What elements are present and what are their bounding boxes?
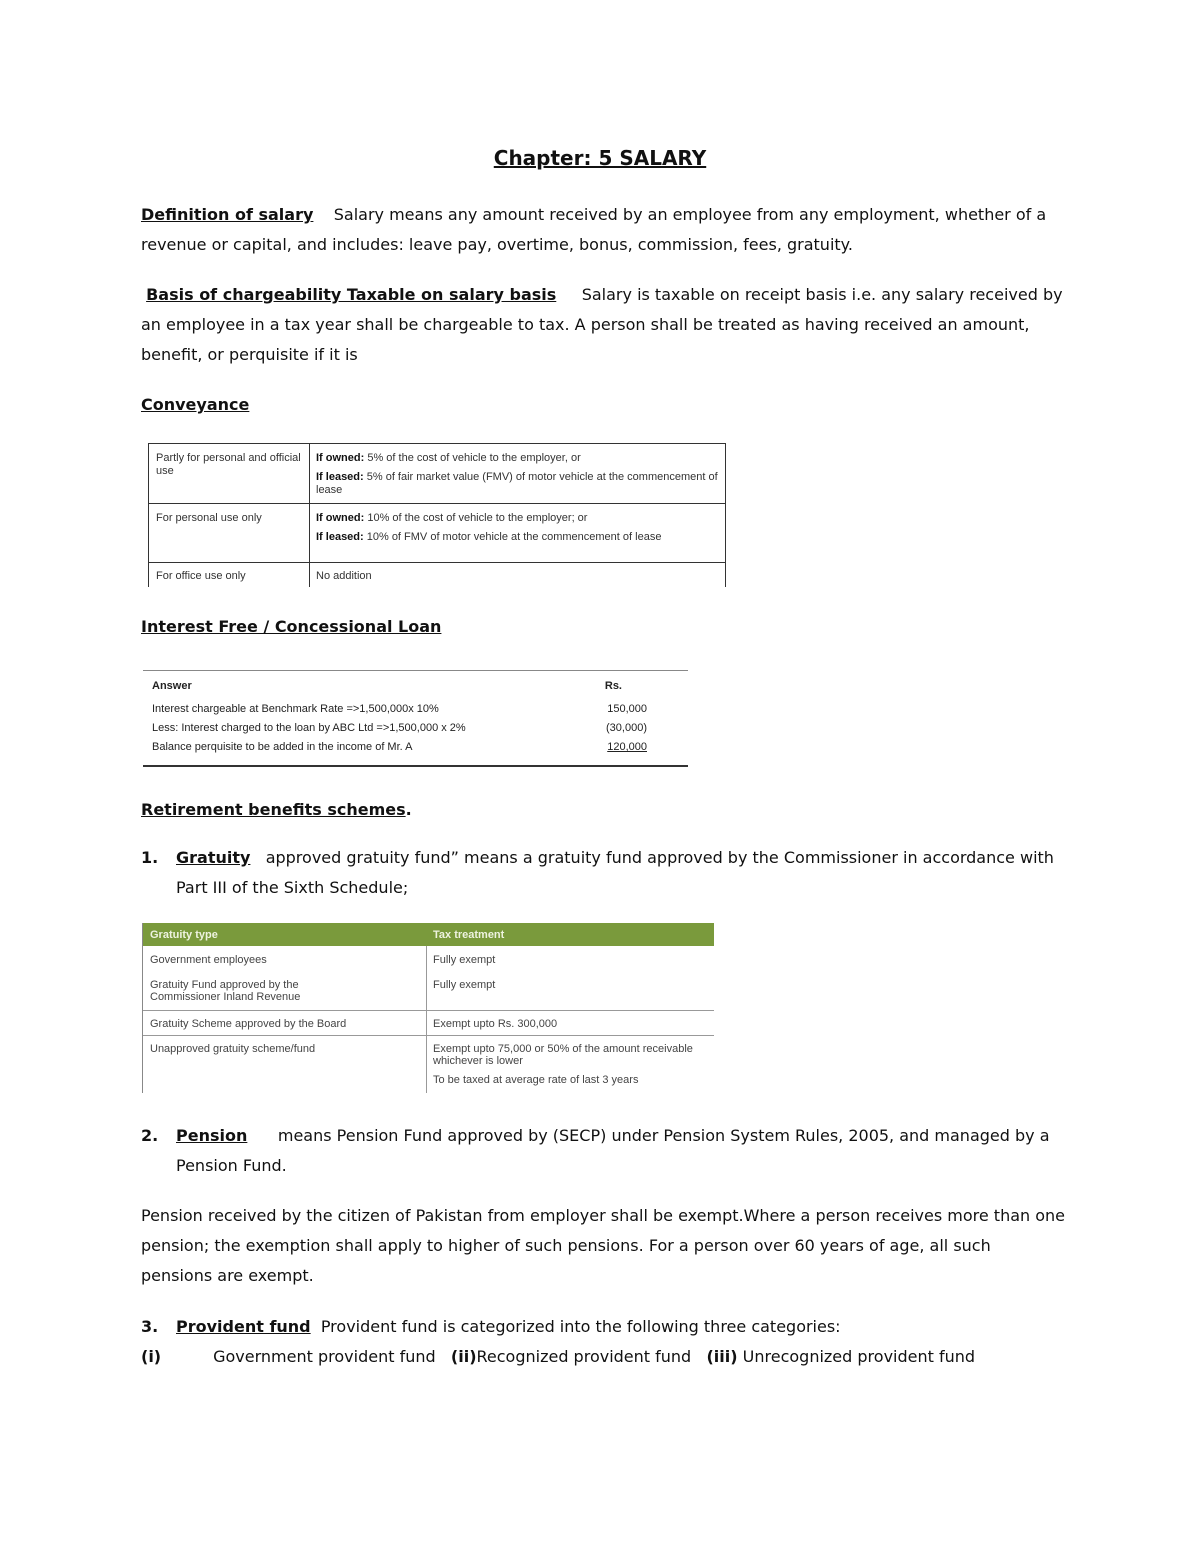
item-number: 2. [141, 1126, 159, 1145]
conveyance-table [148, 443, 726, 587]
gratuity-item [141, 843, 1066, 903]
provident-item [141, 1312, 1066, 1342]
gratuity-type: Government employees [150, 954, 267, 966]
provident-text: Provident fund is categorized into the following three categories: [320, 1317, 841, 1336]
category-number: (iii) [706, 1347, 738, 1366]
conveyance-leased: If leased: 5% of fair market value (FMV) of motor vehicle at the commencement of lease [316, 471, 718, 496]
page-title: Chapter: 5 SALARY [493, 146, 707, 170]
currency-label: Rs. [604, 680, 622, 692]
gratuity-type: Gratuity Scheme approved by the Board [150, 1018, 347, 1030]
tax-treatment: Fully exempt [433, 979, 496, 991]
category-number: (i) [141, 1347, 162, 1366]
col-tax-treatment: Tax treatment [433, 929, 505, 941]
conveyance-leased: If leased: 10% of FMV of motor vehicle at the commencement of lease [316, 531, 662, 543]
answer-label: Answer [152, 680, 192, 692]
table-row [143, 946, 714, 1010]
category-number: (ii) [450, 1347, 477, 1366]
table-row [149, 503, 725, 563]
category-label: Recognized provident fund [476, 1347, 692, 1366]
item-number: 1. [141, 848, 159, 867]
tax-treatment: Fully exempt [433, 954, 496, 966]
table-row [143, 1035, 714, 1094]
conveyance-heading: Conveyance [141, 395, 250, 414]
table-row [149, 562, 725, 587]
pension-heading: Pension [176, 1126, 248, 1145]
row-amount: 150,000 [607, 703, 647, 715]
pension-item [141, 1121, 1066, 1181]
conveyance-value: No addition [316, 570, 372, 582]
category-label: Government provident fund [213, 1347, 436, 1366]
tax-treatment: Exempt upto Rs. 300,000 [433, 1018, 558, 1030]
row-amount: 120,000 [607, 741, 647, 753]
retirement-heading: Retirement benefits schemes [141, 800, 406, 819]
col-gratuity-type: Gratuity type [150, 929, 218, 941]
conveyance-use: For personal use only [156, 512, 262, 524]
pension-paragraph: Pension received by the citizen of Pakistan from employer shall be exempt.Where a person receives more than one pension; the exemption shall apply to higher of such pensions. For a person over 60 years of age, all such pensions are exempt. [141, 1206, 1066, 1285]
row-label: Interest chargeable at Benchmark Rate =>1,500,000x 10% [152, 703, 439, 715]
definition-paragraph [141, 200, 1066, 260]
provident-heading: Provident fund [176, 1317, 311, 1336]
gratuity-type: Unapproved gratuity scheme/fund [150, 1043, 316, 1055]
table-row [143, 1010, 714, 1036]
basis-heading: Basis of chargeability Taxable on salary basis [146, 285, 557, 304]
pension-text: means Pension Fund approved by (SECP) under Pension System Rules, 2005, and managed by a Pension Fund. [176, 1126, 1050, 1175]
basis-paragraph [141, 280, 1066, 370]
conveyance-use: Partly for personal and official use [156, 452, 301, 477]
table-row [149, 444, 725, 503]
heading-period: . [405, 800, 412, 819]
item-number: 3. [141, 1317, 159, 1336]
conveyance-owned: If owned: 10% of the cost of vehicle to the employer; or [316, 512, 588, 524]
tax-treatment-note: To be taxed at average rate of last 3 years [433, 1074, 639, 1086]
gratuity-type: Gratuity Fund approved by the Commissioner Inland Revenue [150, 979, 301, 1003]
gratuity-text: approved gratuity fund” means a gratuity fund approved by the Commissioner in accordance with Part III of the Sixth Schedule; [176, 848, 1054, 897]
gratuity-heading: Gratuity [176, 848, 251, 867]
basis-text: Salary is taxable on receipt basis i.e. any salary received by an employee in a tax year shall be chargeable to tax. A person shall be treated as having received an amount, benefit, or perquisite if it is [141, 285, 1063, 364]
row-label: Less: Interest charged to the loan by ABC Ltd =>1,500,000 x 2% [152, 722, 466, 734]
row-amount: (30,000) [606, 722, 647, 734]
provident-categories [141, 1342, 1066, 1372]
loan-heading: Interest Free / Concessional Loan [141, 617, 442, 636]
tax-treatment: Exempt upto 75,000 or 50% of the amount receivable whichever is lower [433, 1043, 693, 1067]
conveyance-use: For office use only [156, 570, 246, 582]
category-label: Unrecognized provident fund [742, 1347, 976, 1366]
table-header [143, 923, 714, 946]
retirement-heading-line [141, 795, 1066, 825]
gratuity-table [142, 923, 714, 1093]
definition-heading: Definition of salary [141, 205, 314, 224]
loan-table [143, 670, 688, 767]
row-label: Balance perquisite to be added in the income of Mr. A [152, 741, 413, 753]
definition-text: Salary means any amount received by an employee from any employment, whether of a revenue or capital, and includes: leave pay, overtime, bonus, commission, fees, gratuity. [141, 205, 1047, 254]
conveyance-owned: If owned: 5% of the cost of vehicle to the employer, or [316, 452, 581, 464]
